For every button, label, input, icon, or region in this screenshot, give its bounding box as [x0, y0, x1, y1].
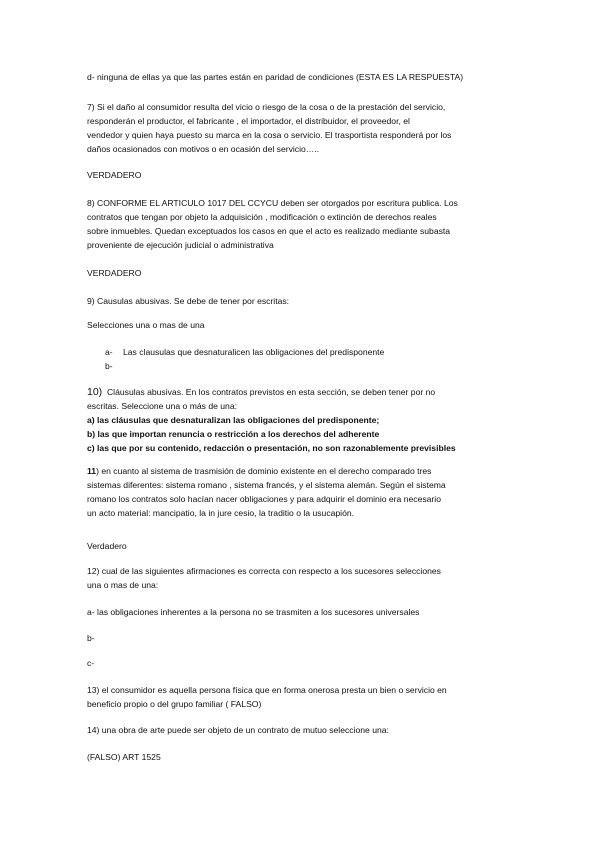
- answer-verdadero-7: [87, 168, 527, 182]
- text-line: 7) Si el daño al consumidor resulta del vicio o riesgo de la cosa o de la prestación del servicio,: [87, 102, 446, 112]
- answer-verdadero-8: [87, 266, 527, 280]
- text-line: vendedor y quien haya puesto su marca en la cosa o servicio. El trasportista responderá por los: [87, 130, 452, 140]
- text-line: proveniente de ejecución judicial o administrativa: [87, 240, 274, 250]
- list-item: [105, 359, 545, 373]
- list-item-text: Las clausulas que desnaturalicen las obligaciones del predisponente: [123, 347, 385, 357]
- list-item: [105, 345, 545, 359]
- text-line: [87, 464, 527, 478]
- text-line: b-: [87, 633, 95, 643]
- option-b: b) las que importan renuncia o restricción a los derechos del adherente: [87, 429, 380, 439]
- list-marker: b-: [105, 361, 113, 371]
- question-12-option-a: [87, 605, 527, 619]
- question-7: [87, 100, 527, 156]
- text-line: 14) una obra de arte puede ser objeto de un contrato de mutuo seleccione una:: [87, 725, 389, 735]
- text-line: beneficio propio o del grupo familiar ( FALSO): [87, 699, 262, 709]
- question-number: 11: [87, 466, 97, 476]
- question-12-option-c: [87, 656, 527, 670]
- text-line: escritas. Seleccione una o más de una:: [87, 401, 238, 411]
- list-marker: a-: [105, 347, 113, 357]
- text-line: Verdadero: [87, 541, 127, 551]
- text-span: ) en cuanto al sistema de trasmisión de dominio existente en el derecho comparado tres: [96, 466, 432, 476]
- question-11: [87, 464, 527, 520]
- option-c: c) las que por su contenido, redacción o presentación, no son razonablemente previsibles: [87, 443, 456, 453]
- question-9-instruction: [87, 318, 527, 332]
- question-10: [87, 385, 527, 455]
- text-line: 12) cual de las siguientes afirmaciones es correcta con respecto a los sucesores selecciones: [87, 566, 441, 576]
- question-13: [87, 683, 527, 711]
- question-12: [87, 564, 527, 592]
- text-line: 13) el consumidor es aquella persona física que en forma onerosa presta un bien o servicio en: [87, 685, 447, 695]
- question-14: [87, 723, 527, 737]
- option-a: a) las cláusulas que desnaturalizan las obligaciones del predisponente;: [87, 415, 380, 425]
- answer-d-paragraph: [87, 70, 527, 84]
- text-line: VERDADERO: [87, 268, 142, 278]
- question-9: [87, 294, 527, 308]
- question-number: 10): [87, 386, 103, 398]
- text-line: (FALSO) ART 1525: [87, 752, 161, 762]
- text-line: 8) CONFORME EL ARTICULO 1017 DEL CCYCU deben ser otorgados por escritura publica. Los: [87, 198, 458, 208]
- text-line: 9) Causulas abusivas. Se debe de tener por escritas:: [87, 296, 290, 306]
- text-line: daños ocasionados con motivos o en ocasión del servicio…..: [87, 144, 320, 154]
- text-line: romano los contratos solo hacían nacer obligaciones y para adquirir el dominio era necesario: [87, 494, 441, 504]
- text-line: responderán el productor, el fabricante , el importador, el distribuidor, el proveedor, el: [87, 116, 410, 126]
- text-span: Cláusulas abusivas. En los contratos previstos en esta sección, se deben tener por no: [106, 387, 436, 397]
- text-line: c-: [87, 658, 95, 668]
- text-line: una o mas de una:: [87, 580, 159, 590]
- text-line: a- las obligaciones inherentes a la persona no se trasmiten a los sucesores universales: [87, 607, 420, 617]
- answer-verdadero-11: [87, 539, 527, 553]
- text-line: VERDADERO: [87, 170, 142, 180]
- answer-14: [87, 750, 527, 764]
- text-line: d- ninguna de ellas ya que las partes están en paridad de condiciones (ESTA ES LA RESPUESTA): [87, 72, 464, 82]
- text-line: [87, 385, 527, 399]
- question-9-options: [105, 345, 545, 373]
- text-line: sistemas diferentes: sistema romano , sistema francés, y el sistema alemán. Según el sistema: [87, 480, 446, 490]
- text-line: Selecciones una o mas de una: [87, 320, 205, 330]
- question-12-option-b: [87, 631, 527, 645]
- text-line: sobre inmuebles. Quedan exceptuados los casos en que el acto es realizado mediante subasta: [87, 226, 451, 236]
- text-line: un acto material: mancipatio, la in jure cesio, la traditio o la usucapión.: [87, 508, 355, 518]
- text-line: contratos que tengan por objeto la adquisición , modificación o extinción de derechos reales: [87, 212, 437, 222]
- question-8: [87, 196, 527, 252]
